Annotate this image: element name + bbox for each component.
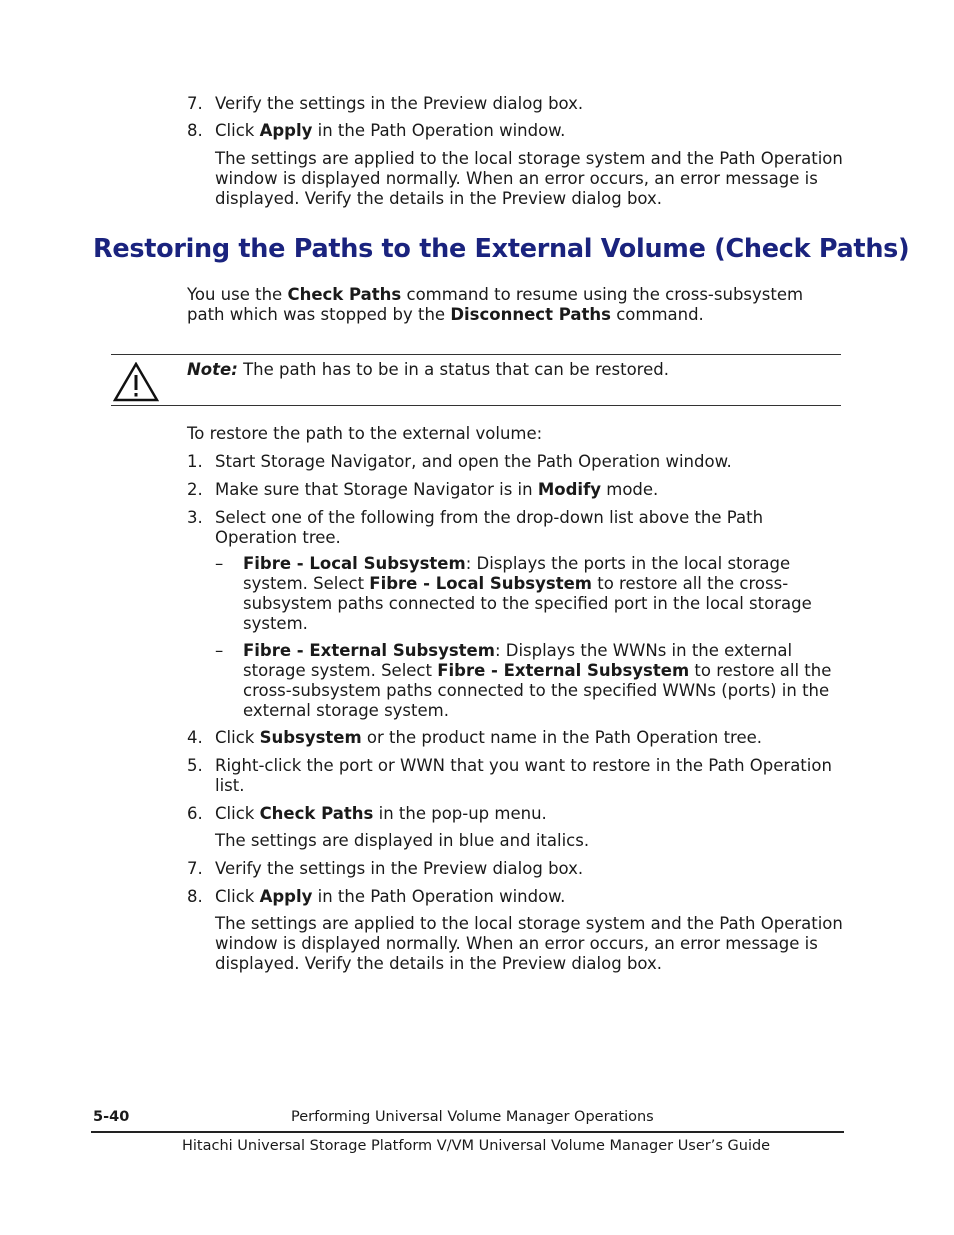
step-text: Select one of the following from the drop-down list above the Path Operation tree. [215, 508, 764, 547]
step-number: 8. [187, 121, 203, 140]
step-number: 1. [187, 452, 203, 471]
step-text: Click Apply in the Path Operation window. [215, 887, 566, 906]
note-top-rule [111, 354, 841, 355]
sub-bullet: – [215, 641, 224, 660]
footer-guide-title: Hitachi Universal Storage Platform V/VM Universal Volume Manager User’s Guide [182, 1138, 771, 1154]
step-result: The settings are applied to the local storage system and the Path Operation window is displayed normally. When an error occurs, an error message is displayed. Verify the details in the Preview dialog box. [215, 149, 843, 208]
step-text: Right-click the port or WWN that you want to restore in the Path Operation list. [215, 756, 832, 795]
note-text: Note: The path has to be in a status that can be restored. [187, 360, 669, 379]
sub-bullet: – [215, 554, 224, 573]
step-number: 3. [187, 508, 203, 527]
section-heading: Restoring the Paths to the External Volume (Check Paths) [93, 234, 910, 264]
footer-section: Performing Universal Volume Manager Operations [291, 1109, 654, 1125]
step-text: Click Check Paths in the pop-up menu. [215, 804, 547, 823]
note-bottom-rule [111, 405, 841, 406]
procedure-lead: To restore the path to the external volume: [187, 424, 543, 443]
intro-paragraph: You use the Check Paths command to resume using the cross-subsystem path which was stopped by the Disconnect Paths command. [187, 285, 804, 324]
step-number: 8. [187, 887, 203, 906]
sub-item-text: Fibre - Local Subsystem: Displays the ports in the local storage system. Select Fibre - Local Subsystem to restore all the cross-subsystem paths connected to the specified port in the local storage system. [243, 554, 812, 633]
step-number: 7. [187, 859, 203, 878]
page-number: 5-40 [93, 1109, 130, 1125]
sub-item-text: Fibre - External Subsystem: Displays the WWNs in the external storage system. Select Fibre - External Subsystem to restore all the cross-subsystem paths connected to the specified WWNs (ports) in the external storage system. [243, 641, 832, 720]
step-text: Start Storage Navigator, and open the Path Operation window. [215, 452, 732, 471]
footer-rule [91, 1131, 844, 1133]
step-text: Verify the settings in the Preview dialog box. [215, 859, 584, 878]
step-text: Verify the settings in the Preview dialog box. [215, 94, 584, 113]
step-number: 4. [187, 728, 203, 747]
step-result: The settings are displayed in blue and italics. [215, 831, 590, 850]
step-text: Make sure that Storage Navigator is in Modify mode. [215, 480, 659, 499]
step-text: Click Subsystem or the product name in the Path Operation tree. [215, 728, 763, 747]
step-number: 6. [187, 804, 203, 823]
step-text: Click Apply in the Path Operation window. [215, 121, 566, 140]
step-number: 2. [187, 480, 203, 499]
warning-icon [113, 362, 159, 402]
step-number: 7. [187, 94, 203, 113]
step-number: 5. [187, 756, 203, 775]
step-result: The settings are applied to the local storage system and the Path Operation window is displayed normally. When an error occurs, an error message is displayed. Verify the details in the Preview dialog box. [215, 914, 843, 973]
